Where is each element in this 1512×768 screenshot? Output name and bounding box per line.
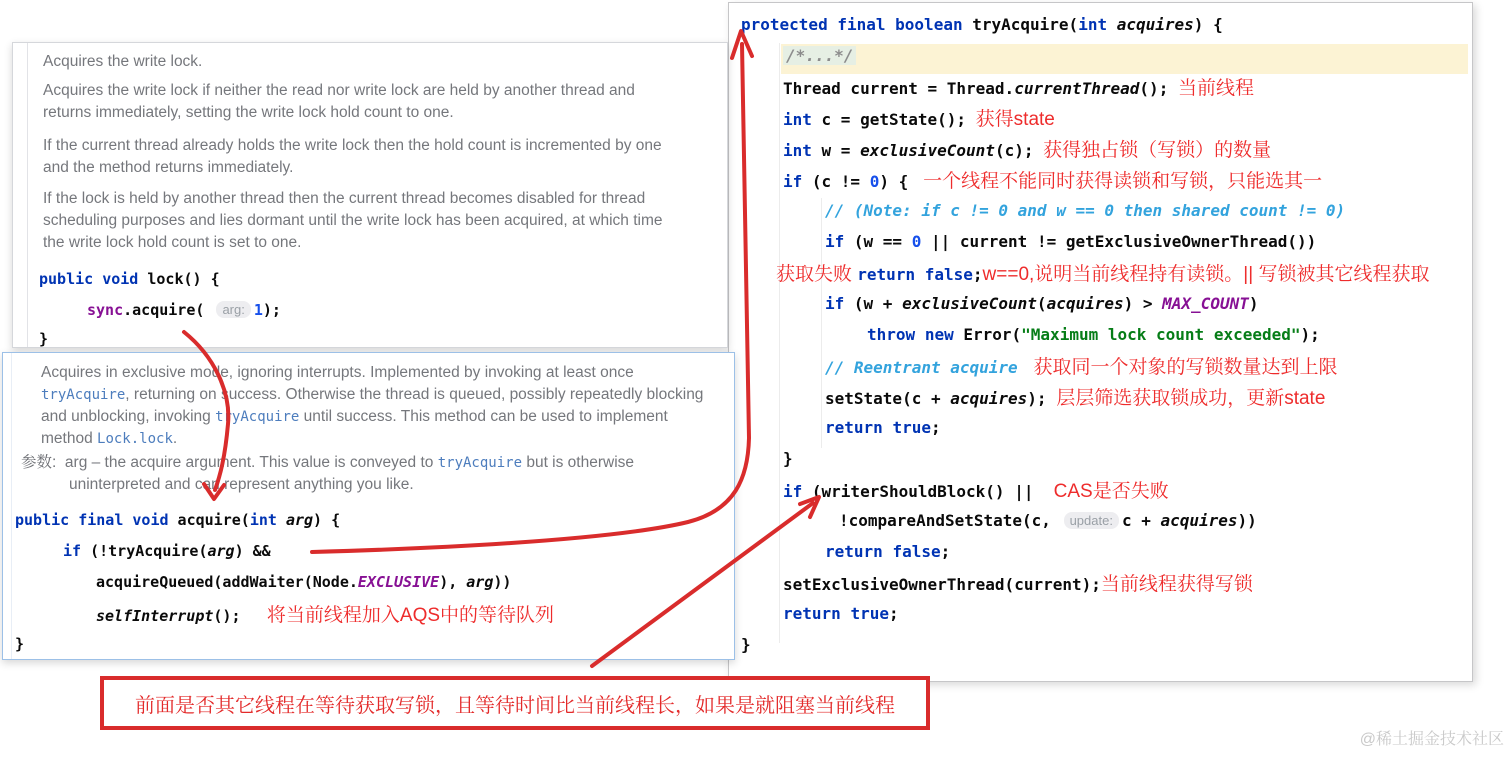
- code-token: uninterpreted and can represent anything you like.: [69, 476, 414, 493]
- code-token: true: [892, 418, 931, 437]
- code-token: final: [78, 511, 124, 529]
- indent-guide: [821, 198, 822, 448]
- code-line: [741, 15, 1223, 35]
- doc-text-line: [41, 363, 634, 382]
- code-token: ;: [930, 418, 941, 437]
- code-token: and unblocking, invoking: [41, 408, 216, 425]
- code-token: }: [15, 635, 25, 653]
- red-annotation-text: 获得独占锁（写锁）的数量: [1043, 140, 1272, 161]
- inline-parameter-hint: arg:: [216, 301, 250, 318]
- code-token: false: [892, 542, 941, 561]
- code-token: 0: [911, 232, 922, 251]
- code-line: [783, 573, 1253, 597]
- popup-gutter-line: [27, 43, 28, 347]
- doc-code-link[interactable]: tryAcquire: [215, 409, 300, 425]
- doc-text-line: [43, 211, 663, 230]
- code-token: true: [850, 604, 889, 623]
- code-line: [63, 542, 280, 561]
- code-token: acquires: [950, 389, 1028, 408]
- code-token: w =: [811, 141, 861, 160]
- code-token: int: [783, 141, 812, 160]
- code-token: (!tryAcquire(: [81, 542, 208, 560]
- code-line: [783, 480, 1169, 504]
- code-token: 参数:: [21, 454, 57, 471]
- code-line: [825, 387, 1325, 411]
- code-token: ;: [972, 265, 983, 284]
- code-token: acquires: [1160, 511, 1238, 530]
- code-token: arg: [466, 573, 494, 591]
- code-token: int: [1078, 15, 1108, 34]
- code-token: return: [783, 604, 841, 623]
- code-line: [783, 46, 856, 66]
- red-annotation-text: 一个线程不能同时获得读锁和写锁，只能选其一: [917, 171, 1323, 192]
- code-token: // Reentrant acquire: [825, 358, 1018, 377]
- doc-text-line: [43, 158, 293, 177]
- code-line: [839, 511, 1257, 531]
- code-token: final: [837, 15, 886, 34]
- highlighted-line-background: [781, 44, 1468, 74]
- doc-code-link[interactable]: Lock.lock: [97, 431, 173, 447]
- red-annotation-text: 获得state: [975, 109, 1055, 130]
- doc-text-line: [43, 103, 454, 122]
- code-token: if: [783, 172, 803, 191]
- code-line: [825, 418, 941, 438]
- red-annotation-text: 当前线程获得写锁: [1100, 574, 1253, 595]
- code-token: arg: [207, 542, 235, 560]
- code-token: public: [39, 270, 94, 288]
- code-token: c +: [1121, 511, 1161, 530]
- doc-text-line: [69, 475, 414, 494]
- code-token: currentThread: [1014, 79, 1140, 98]
- code-token: (c !=: [802, 172, 870, 191]
- doc-text-line: [43, 81, 635, 100]
- write-lock-javadoc-popup: [12, 42, 728, 348]
- code-token: the write lock hold count is set to one.: [43, 234, 302, 251]
- code-token: void: [102, 270, 139, 288]
- code-token: return: [825, 542, 883, 561]
- code-token: }: [741, 635, 751, 654]
- code-token: );: [262, 301, 281, 319]
- code-token: 0: [869, 172, 880, 191]
- code-token: int: [249, 511, 277, 529]
- code-line: [741, 635, 751, 655]
- code-line: [867, 325, 1320, 345]
- code-line: [783, 77, 1254, 101]
- code-token: 1: [253, 301, 263, 319]
- code-token: ) >: [1123, 294, 1163, 313]
- code-token: ;: [940, 542, 951, 561]
- code-token: returns immediately, setting the write lock hold count to one.: [43, 104, 454, 121]
- code-token: return: [825, 418, 883, 437]
- code-token: [915, 265, 925, 284]
- code-token: !compareAndSetState(c,: [839, 511, 1061, 530]
- code-token: boolean: [895, 15, 963, 34]
- code-token: [1107, 15, 1117, 34]
- red-annotation-text: 获取同一个对象的写锁数量达到上限: [1017, 357, 1338, 378]
- code-token: lock() {: [138, 270, 220, 288]
- code-token: (writerShouldBlock() ||: [802, 482, 1044, 501]
- code-token: int: [783, 110, 812, 129]
- code-token: , returning on success. Otherwise the thread is queued, possibly repeatedly blocking: [125, 386, 704, 403]
- code-token: [883, 542, 893, 561]
- code-token: but is otherwise: [522, 454, 635, 471]
- red-annotation-text: CAS是否失败: [1043, 481, 1169, 502]
- code-line: [783, 108, 1055, 132]
- code-token: || current != getExclusiveOwnerThread()): [921, 232, 1317, 251]
- code-token: ) &&: [234, 542, 280, 560]
- code-token: ) {: [313, 511, 341, 529]
- doc-text-line: [43, 233, 301, 252]
- code-token: public: [15, 511, 70, 529]
- code-line: [825, 201, 1345, 221]
- code-token: .: [172, 430, 178, 447]
- code-token: acquire(: [168, 511, 250, 529]
- code-line: [96, 604, 554, 628]
- code-token: [841, 604, 851, 623]
- code-token: and the method returns immediately.: [43, 159, 294, 176]
- red-annotation-text: 当前线程: [1177, 78, 1254, 99]
- code-token: false: [924, 265, 973, 284]
- tryacquire-source-editor: [728, 2, 1473, 682]
- code-token: ): [1248, 294, 1259, 313]
- acquire-javadoc-popup: [2, 352, 735, 660]
- code-token: // (Note: if c != 0 and w == 0 then shared count != 0): [825, 201, 1346, 220]
- code-token: throw: [867, 325, 916, 344]
- inline-parameter-hint: update:: [1064, 512, 1119, 529]
- code-token: MAX_COUNT: [1162, 294, 1249, 313]
- code-line: [39, 330, 48, 349]
- doc-text-line: [43, 136, 662, 155]
- code-token: acquireQueued(addWaiter(Node.: [96, 573, 358, 591]
- code-token: tryAcquire(: [962, 15, 1079, 34]
- code-line: [776, 263, 1429, 287]
- code-token: ;: [888, 604, 899, 623]
- code-token: Acquires in exclusive mode, ignoring interrupts. Implemented by invoking at least once: [41, 364, 634, 381]
- code-token: ();: [213, 607, 241, 625]
- folded-comment: /*...*/: [783, 46, 856, 65]
- code-token: void: [132, 511, 169, 529]
- code-token: ) {: [879, 172, 918, 191]
- indent-guide: [779, 43, 780, 643]
- doc-text-line: [41, 385, 703, 405]
- code-token: exclusiveCount: [860, 141, 995, 160]
- doc-code-link[interactable]: tryAcquire: [437, 455, 523, 471]
- code-token: selfInterrupt: [96, 607, 214, 625]
- code-token: Error(: [953, 325, 1022, 344]
- doc-text-line: [41, 407, 668, 427]
- code-line: [825, 294, 1259, 314]
- code-token: protected: [741, 15, 828, 34]
- code-token: (c);: [994, 141, 1044, 160]
- code-token: If the lock is held by another thread then the current thread becomes disabled for thread: [43, 190, 646, 207]
- code-token: sync: [87, 301, 124, 319]
- red-annotation-text: 获取失败: [776, 264, 858, 285]
- code-token: (: [1036, 294, 1047, 313]
- code-line: [783, 604, 899, 624]
- code-token: c = getState();: [811, 110, 976, 129]
- code-token: (w +: [844, 294, 903, 313]
- code-line: [15, 635, 24, 654]
- code-token: if: [825, 232, 845, 251]
- code-token: method: [41, 430, 98, 447]
- code-token: EXCLUSIVE: [357, 573, 440, 591]
- annotation-box-text: 前面是否其它线程在等待获取写锁，且等待时间比当前线程长，如果是就阻塞当前线程: [135, 694, 895, 717]
- code-token: [915, 325, 925, 344]
- code-token: until success. This method can be used to implement: [299, 408, 668, 425]
- code-token: "Maximum lock count exceeded": [1021, 325, 1301, 344]
- code-line: [783, 449, 793, 469]
- code-token: [93, 270, 102, 288]
- code-token: [883, 418, 893, 437]
- code-token: }: [783, 449, 793, 468]
- code-token: (w ==: [844, 232, 912, 251]
- code-line: [87, 301, 281, 320]
- code-token: arg: [285, 511, 314, 529]
- code-token: ();: [1139, 79, 1178, 98]
- popup-gutter-line: [11, 353, 12, 659]
- code-line: [825, 356, 1338, 380]
- code-token: new: [924, 325, 954, 344]
- code-token: acquires: [1116, 15, 1194, 34]
- doc-text-line: [43, 52, 202, 71]
- code-token: If the current thread already holds the write lock then the hold count is incremented by one: [43, 137, 662, 154]
- watermark: @稀土掘金技术社区: [1359, 731, 1504, 748]
- code-token: scheduling purposes and lies dormant until the write lock has been acquired, at which time: [43, 212, 663, 229]
- code-token: if: [63, 542, 82, 560]
- code-token: Acquires the write lock.: [43, 53, 203, 70]
- code-token: return: [857, 265, 916, 284]
- doc-code-link[interactable]: tryAcquire: [41, 387, 126, 403]
- code-line: [96, 573, 511, 592]
- doc-text-line: [43, 189, 645, 208]
- red-annotation-text: 将当前线程加入AQS中的等待队列: [240, 605, 555, 626]
- code-token: [828, 15, 838, 34]
- code-line: [39, 270, 220, 289]
- doc-text-line: [21, 453, 634, 473]
- code-token: arg – the acquire argument. This value is conveyed to: [56, 454, 438, 471]
- red-annotation-text: 层层筛选获取锁成功，更新state: [1056, 388, 1326, 409]
- code-token: if: [783, 482, 803, 501]
- code-token: );: [1300, 325, 1320, 344]
- code-line: [15, 511, 340, 530]
- code-token: Thread current = Thread.: [783, 79, 1015, 98]
- code-token: )): [1237, 511, 1257, 530]
- code-token: ),: [439, 573, 467, 591]
- code-token: setExclusiveOwnerThread(current);: [783, 575, 1101, 594]
- code-token: [277, 511, 286, 529]
- red-annotation-text: w==0,说明当前线程持有读锁。|| 写锁被其它线程获取: [982, 264, 1430, 285]
- code-token: [69, 511, 78, 529]
- doc-text-line: [41, 429, 177, 449]
- code-token: setState(c +: [825, 389, 951, 408]
- code-line: [825, 542, 950, 562]
- code-line: [783, 139, 1271, 163]
- annotation-box: [100, 676, 930, 730]
- code-token: .acquire(: [123, 301, 214, 319]
- code-line: [783, 170, 1322, 194]
- code-token: ) {: [1193, 15, 1223, 34]
- code-token: [886, 15, 896, 34]
- code-line: [825, 232, 1316, 252]
- code-token: exclusiveCount: [902, 294, 1037, 313]
- code-token: }: [39, 330, 49, 348]
- code-token: acquires: [1046, 294, 1124, 313]
- code-token: )): [493, 573, 512, 591]
- code-token: if: [825, 294, 845, 313]
- code-token: );: [1027, 389, 1057, 408]
- code-token: Acquires the write lock if neither the read nor write lock are held by another thread and: [43, 82, 635, 99]
